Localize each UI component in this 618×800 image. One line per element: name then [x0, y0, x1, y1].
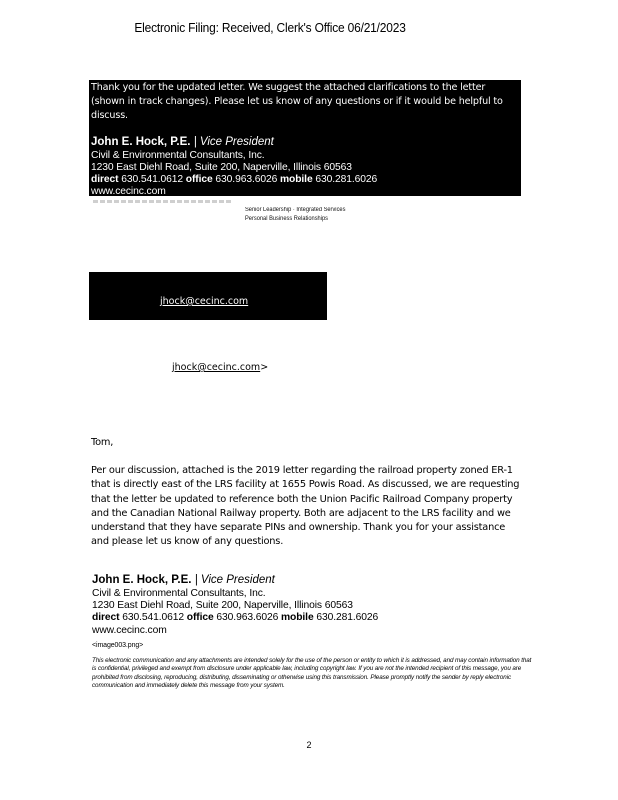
- signature-title: Vice President: [200, 574, 275, 586]
- signature-company: Civil & Environmental Consultants, Inc.: [91, 150, 265, 161]
- signature-bottom: [92, 572, 378, 637]
- confidentiality-disclaimer: This electronic communication and any attachments are intended solely for the use of the person or entity to which it is addressed, and may contain information that is confidential, privileged and exempt from disclosure under applicable law, including copyright law. If you are not the intended recipient of this message, you are prohibited from disclosing, reproducing, distributing, disseminating or otherwise using this transmission. Please promptly notify the sender by reply electronic communication and immediately delete this message from your system.: [92, 657, 532, 690]
- redacted-email-link[interactable]: jhock@cecinc.com: [160, 296, 249, 307]
- redacted-header-block: [89, 272, 327, 320]
- office-label: office: [186, 612, 214, 624]
- tagline-line1: Senior Leadership · Integrated Services: [245, 207, 346, 213]
- signature-separator: |: [191, 574, 201, 586]
- mobile-number: 630.281.6026: [316, 612, 379, 624]
- from-email-suffix: >: [260, 362, 269, 373]
- page-number: 2: [306, 740, 312, 750]
- tagline: [245, 206, 345, 224]
- signature-name: John E. Hock, P.E.: [91, 136, 191, 148]
- faded-divider: [93, 200, 233, 203]
- image-placeholder-tag: <image003.png>: [92, 642, 144, 649]
- direct-label: direct: [91, 174, 119, 185]
- signature-website[interactable]: www.cecinc.com: [91, 186, 166, 197]
- signature-separator: |: [190, 136, 200, 148]
- office-label: office: [185, 174, 213, 185]
- mobile-label: mobile: [279, 174, 313, 185]
- filing-stamp: Electronic Filing: Received, Clerk's Office 06/21/2023: [134, 20, 406, 35]
- mobile-label: mobile: [280, 612, 314, 624]
- signature-phones: [92, 612, 378, 624]
- message-body: [91, 436, 521, 549]
- greeting: Tom,: [91, 437, 114, 448]
- direct-number: 630.541.0612: [122, 612, 185, 624]
- signature-company: Civil & Environmental Consultants, Inc.: [92, 588, 266, 599]
- signature-phones: [91, 174, 377, 186]
- tagline-line2: Personal Business Relationships: [245, 216, 329, 222]
- from-line: [172, 362, 268, 373]
- signature-title: Vice President: [199, 136, 274, 148]
- signature-top: [91, 134, 377, 198]
- from-email-link[interactable]: jhock@cecinc.com: [172, 362, 261, 373]
- direct-number: 630.541.0612: [121, 174, 184, 185]
- signature-address: 1230 East Diehl Road, Suite 200, Naperville, Illinois 60563: [92, 600, 353, 612]
- body-paragraph: Per our discussion, attached is the 2019 letter regarding the railroad property zoned ER-1 that is directly east of the LRS facility at 1655 Powis Road. As discussed, we are requesting that the letter be updated to reference both the Union Pacific Railroad Company property and the Canadian National Railway property. Both are adjacent to the LRS facility and we understand that they have separate PINs and ownership. Thank you for your assistance and please let us know of any questions.: [91, 465, 520, 548]
- reply-text: Thank you for the updated letter. We suggest the attached clarifications to the letter (shown in track changes). Please let us know of any questions or if it would be helpful to discuss.: [91, 82, 503, 121]
- signature-name: John E. Hock, P.E.: [92, 574, 192, 586]
- office-number: 630.963.6026: [216, 612, 279, 624]
- signature-address: 1230 East Diehl Road, Suite 200, Naperville, Illinois 60563: [91, 162, 352, 173]
- mobile-number: 630.281.6026: [315, 174, 378, 185]
- signature-website[interactable]: www.cecinc.com: [92, 624, 167, 636]
- redacted-reply-block: [89, 80, 521, 196]
- direct-label: direct: [92, 612, 120, 624]
- office-number: 630.963.6026: [215, 174, 278, 185]
